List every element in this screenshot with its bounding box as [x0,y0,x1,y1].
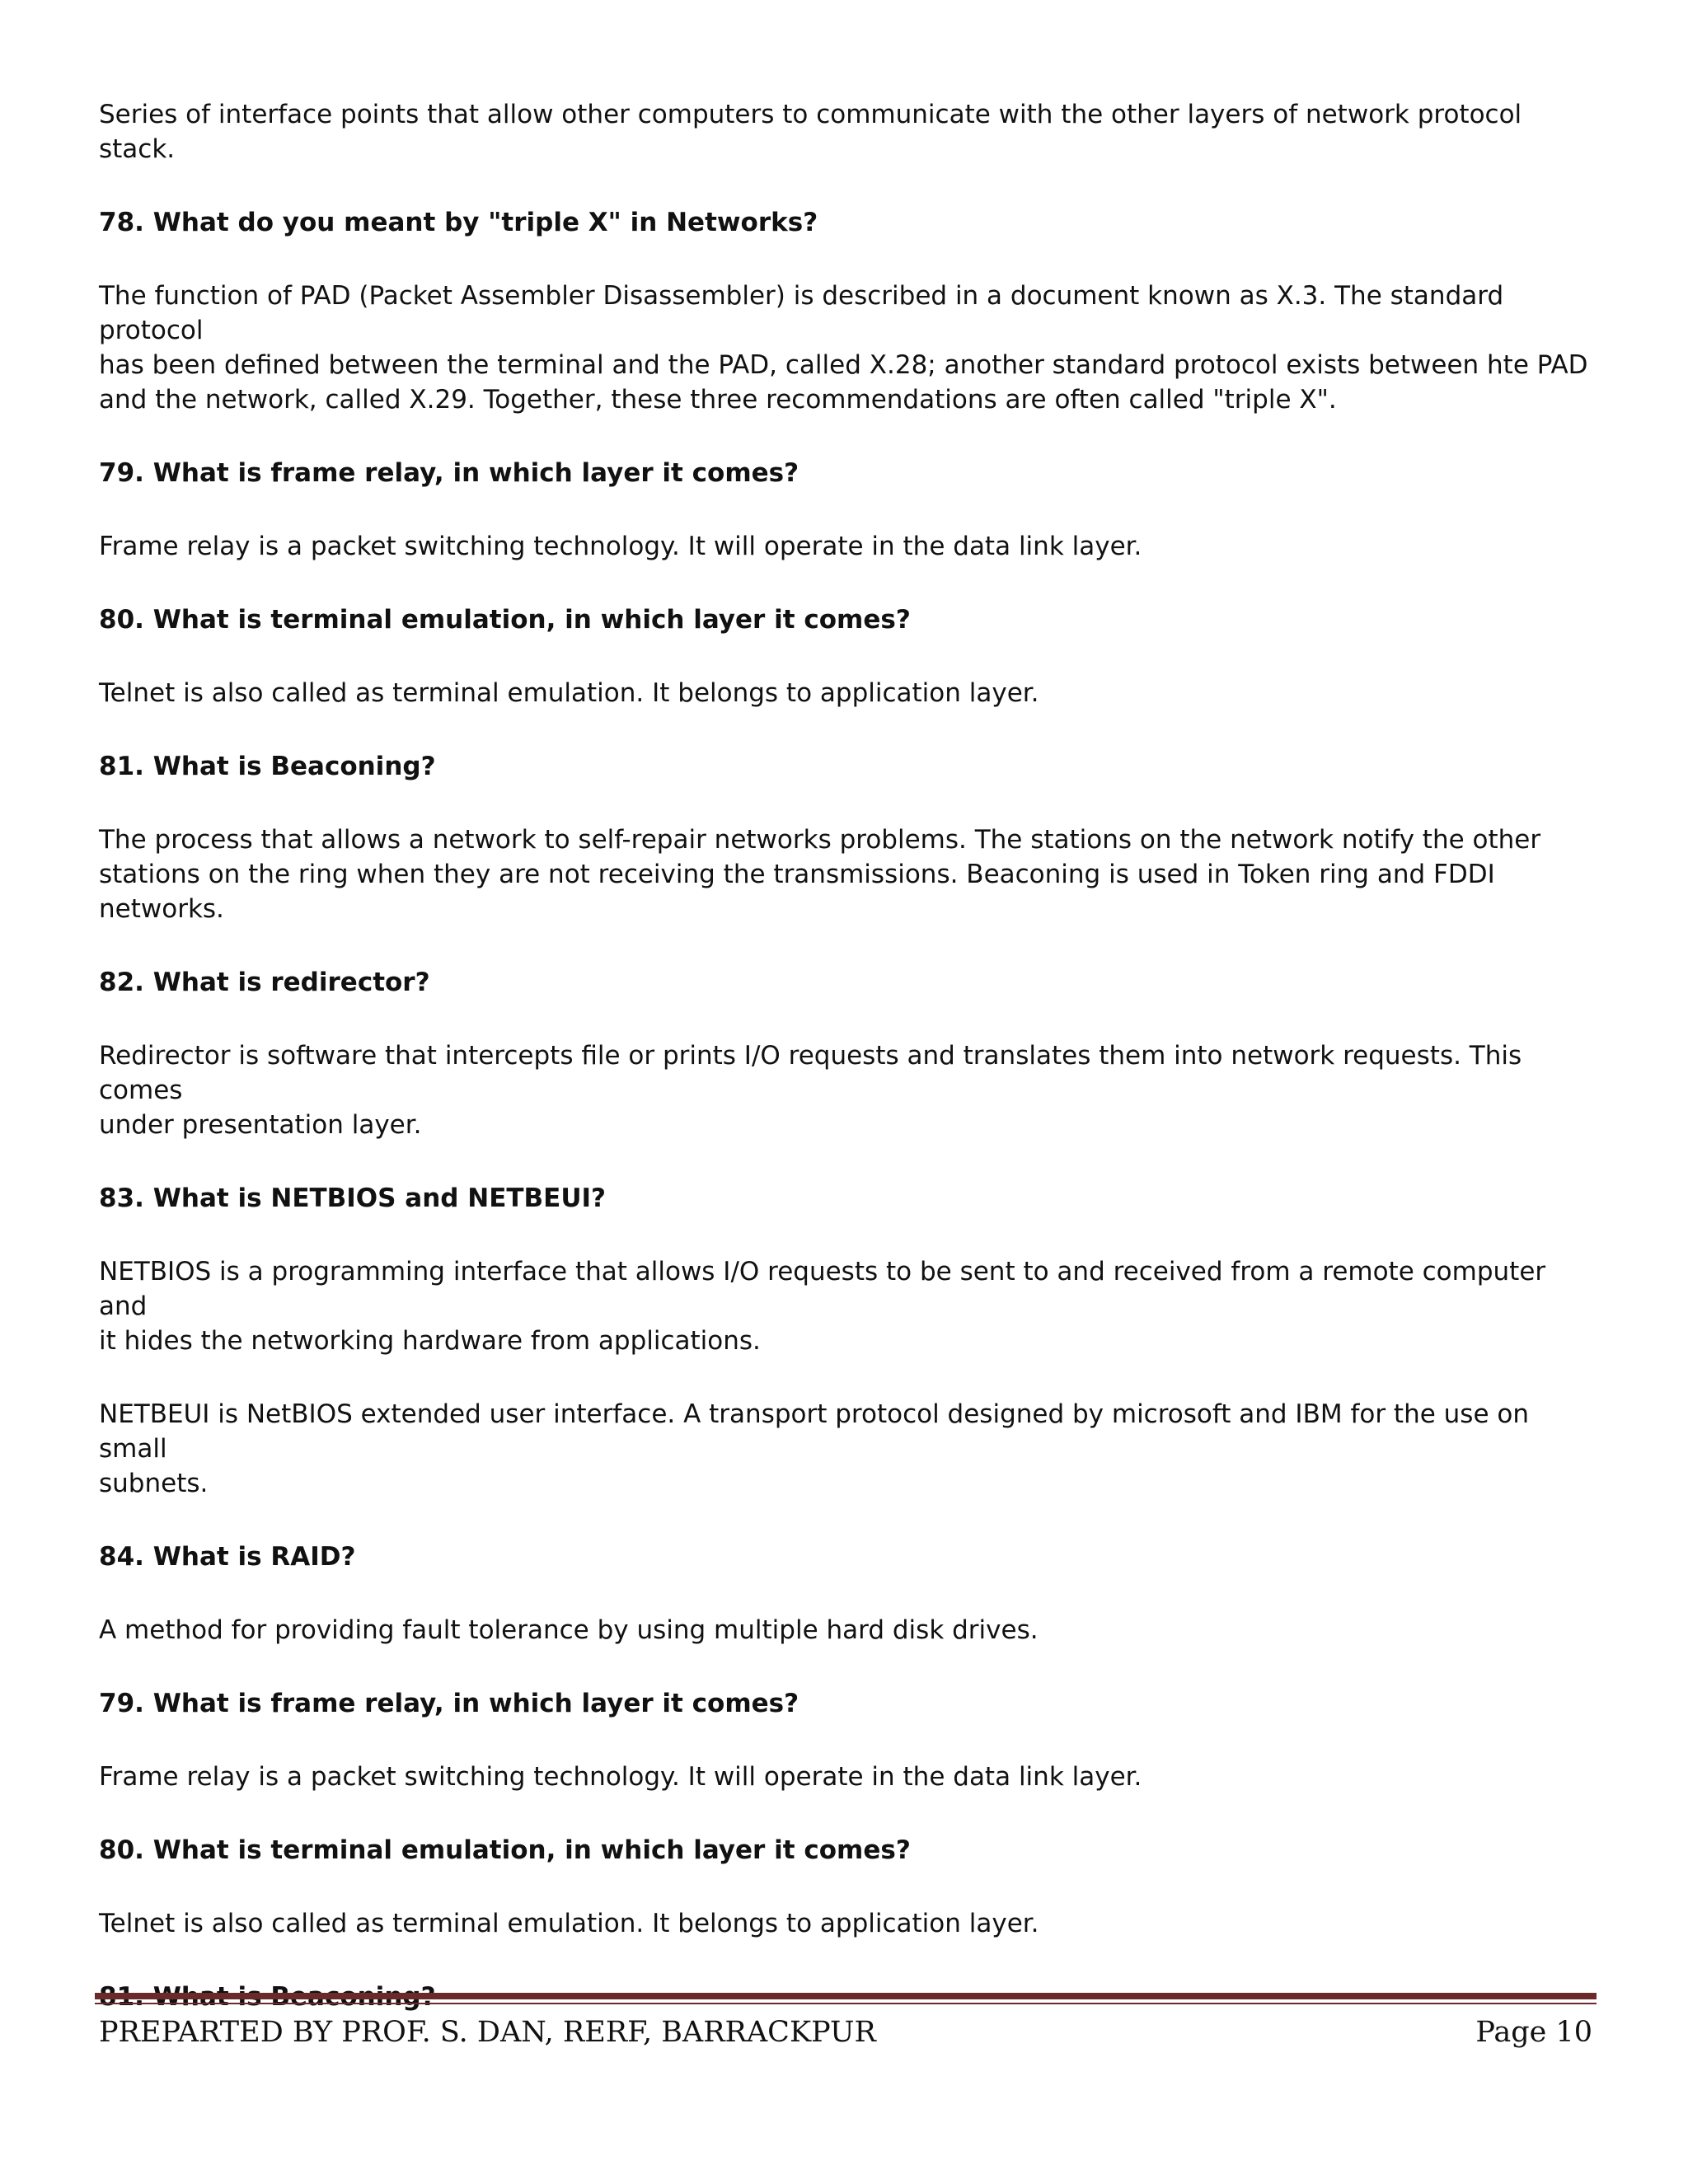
answer-text: NETBIOS is a programming interface that allows I/O requests to be sent to and received from a remote computer and it hides the networking hardware from applications. [99,1257,1546,1356]
question-heading: 83. What is NETBIOS and NETBEUI? [99,1183,607,1213]
question-heading: 79. What is frame relay, in which layer it comes? [99,458,799,488]
footer-rule-thick [95,1993,1597,1999]
answer-text: Frame relay is a packet switching technology. It will operate in the data link layer. [99,1762,1142,1792]
question-heading: 84. What is RAID? [99,1542,356,1572]
question-heading: 80. What is terminal emulation, in which layer it comes? [99,605,911,635]
footer-text-row [95,2016,1597,2049]
answer-text: Telnet is also called as terminal emulation. It belongs to application layer. [99,1909,1039,1938]
answer-text: The function of PAD (Packet Assembler Disassembler) is described in a document known as X.3. The standard protocol has been defined between the terminal and the PAD, called X.28; another standard protocol exists between hte PAD and the network, called X.29. Together, these three recommendations are often called "triple X". [99,281,1588,415]
answer-text: Redirector is software that intercepts file or prints I/O requests and translates them into network requests. This comes under presentation layer. [99,1041,1522,1140]
document-body [99,97,1591,2053]
answer-text: Series of interface points that allow other computers to communicate with the other layers of network protocol stack. [99,100,1522,164]
question-heading: 81. What is Beaconing? [99,752,436,781]
question-heading: 79. What is frame relay, in which layer it comes? [99,1689,799,1718]
page-number: Page 10 [1475,2016,1592,2049]
answer-text: Telnet is also called as terminal emulation. It belongs to application layer. [99,678,1039,708]
footer-rule-thin [95,2003,1597,2004]
answer-text: NETBEUI is NetBIOS extended user interface. A transport protocol designed by microsoft and IBM for the use on small subnets. [99,1399,1529,1498]
page-footer [95,1993,1597,2049]
answer-text: Frame relay is a packet switching technology. It will operate in the data link layer. [99,532,1142,561]
question-heading: 78. What do you meant by "triple X" in Networks? [99,208,818,237]
answer-text: The process that allows a network to self-repair networks problems. The stations on the network notify the other stations on the ring when they are not receiving the transmissions. Beaconing is used in Token ring and FDDI networks. [99,825,1541,924]
footer-author: PREPARTED BY PROF. S. DAN, RERF, BARRACKPUR [99,2016,876,2049]
question-heading: 80. What is terminal emulation, in which layer it comes? [99,1835,911,1865]
question-heading: 82. What is redirector? [99,968,430,997]
answer-text: A method for providing fault tolerance by using multiple hard disk drives. [99,1615,1039,1645]
